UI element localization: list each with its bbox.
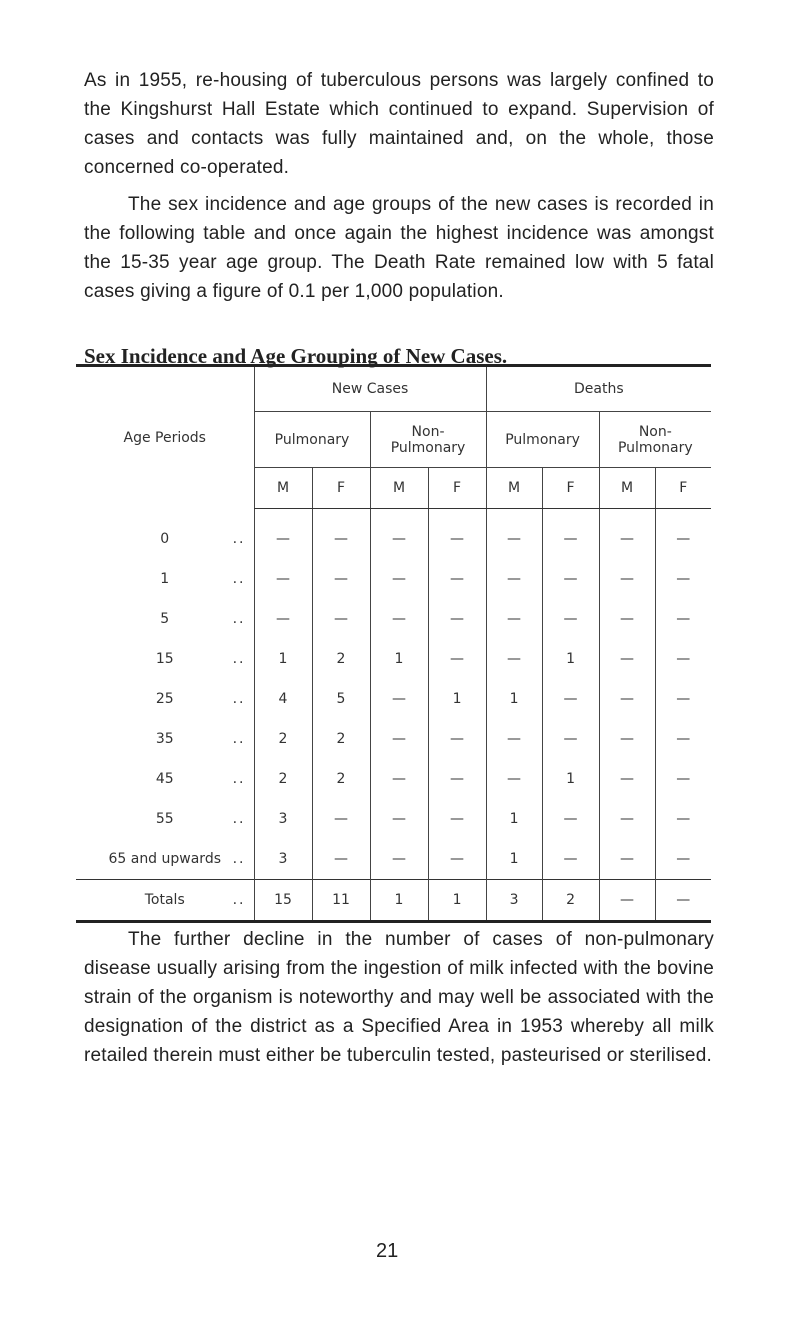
leader-dots: .. bbox=[232, 771, 246, 787]
age-period-cell bbox=[76, 509, 254, 560]
table-row bbox=[76, 719, 711, 759]
age-period-label: Totals bbox=[144, 892, 185, 908]
header-age-periods: Age Periods bbox=[76, 366, 254, 509]
count-cell: — bbox=[542, 559, 599, 599]
count-cell: — bbox=[486, 599, 542, 639]
count-cell: — bbox=[599, 509, 655, 560]
paragraph-decline: The further decline in the number of cases of non-pulmonary disease usually arising from the ingestion of milk infected with the bovine strain of the organism is noteworthy and may well be associated with the designation of the district as a Specified Area in 1953 whereby all milk retailed therein must either be tuberculin tested, pasteurised or sterilised. bbox=[84, 929, 714, 1066]
count-cell: 3 bbox=[254, 799, 312, 839]
count-cell: — bbox=[370, 719, 428, 759]
count-cell: — bbox=[599, 559, 655, 599]
count-cell: — bbox=[599, 679, 655, 719]
leader-dots: .. bbox=[232, 811, 246, 827]
count-cell: — bbox=[599, 799, 655, 839]
count-cell: 1 bbox=[428, 679, 486, 719]
age-period-cell bbox=[76, 639, 254, 679]
age-period-label: 55 bbox=[155, 811, 174, 827]
age-period-label: 1 bbox=[160, 571, 170, 587]
count-cell: 1 bbox=[428, 880, 486, 922]
count-cell: — bbox=[599, 639, 655, 679]
count-cell: — bbox=[312, 509, 370, 560]
count-cell: — bbox=[370, 679, 428, 719]
age-period-label: 35 bbox=[155, 731, 174, 747]
count-cell: — bbox=[428, 759, 486, 799]
age-period-cell bbox=[76, 719, 254, 759]
count-cell: — bbox=[312, 559, 370, 599]
age-period-cell bbox=[76, 799, 254, 839]
count-cell: 1 bbox=[486, 679, 542, 719]
header-new-pulmonary: Pulmonary bbox=[254, 412, 370, 468]
count-cell: — bbox=[428, 559, 486, 599]
age-period-label: 25 bbox=[155, 691, 174, 707]
count-cell: — bbox=[542, 799, 599, 839]
count-cell: — bbox=[428, 719, 486, 759]
header-f: F bbox=[312, 468, 370, 509]
age-period-label: 45 bbox=[155, 771, 174, 787]
leader-dots: .. bbox=[232, 691, 246, 707]
table-row bbox=[76, 509, 711, 560]
header-deaths: Deaths bbox=[486, 366, 711, 412]
count-cell: — bbox=[655, 880, 711, 922]
count-cell: — bbox=[486, 759, 542, 799]
count-cell: — bbox=[655, 559, 711, 599]
count-cell: — bbox=[428, 509, 486, 560]
count-cell: — bbox=[486, 719, 542, 759]
count-cell: 1 bbox=[370, 639, 428, 679]
count-cell: 2 bbox=[254, 759, 312, 799]
count-cell: — bbox=[599, 839, 655, 880]
count-cell: 3 bbox=[486, 880, 542, 922]
age-period-label: 15 bbox=[155, 651, 174, 667]
count-cell: — bbox=[254, 599, 312, 639]
leader-dots: .. bbox=[232, 731, 246, 747]
count-cell: — bbox=[655, 799, 711, 839]
table-row bbox=[76, 799, 711, 839]
count-cell: — bbox=[370, 559, 428, 599]
count-cell: 2 bbox=[312, 719, 370, 759]
count-cell: — bbox=[655, 759, 711, 799]
count-cell: — bbox=[312, 839, 370, 880]
count-cell: — bbox=[370, 799, 428, 839]
count-cell: — bbox=[370, 599, 428, 639]
age-period-label: 0 bbox=[160, 530, 170, 547]
count-cell: 1 bbox=[370, 880, 428, 922]
count-cell: — bbox=[599, 880, 655, 922]
age-period-cell bbox=[76, 880, 254, 922]
header-deaths-pulmonary: Pulmonary bbox=[486, 412, 599, 468]
header-f: F bbox=[542, 468, 599, 509]
header-m: M bbox=[599, 468, 655, 509]
table-row bbox=[76, 639, 711, 679]
age-period-label: 65 and upwards bbox=[108, 851, 222, 867]
count-cell: — bbox=[486, 559, 542, 599]
header-m: M bbox=[370, 468, 428, 509]
count-cell: — bbox=[542, 719, 599, 759]
count-cell: 1 bbox=[486, 799, 542, 839]
age-period-cell bbox=[76, 599, 254, 639]
age-period-cell bbox=[76, 839, 254, 880]
leader-dots: .. bbox=[232, 651, 246, 667]
count-cell: — bbox=[542, 509, 599, 560]
cases-table bbox=[76, 364, 711, 923]
leader-dots: .. bbox=[232, 530, 246, 547]
count-cell: 1 bbox=[254, 639, 312, 679]
count-cell: 5 bbox=[312, 679, 370, 719]
table-row bbox=[76, 759, 711, 799]
count-cell: 2 bbox=[542, 880, 599, 922]
count-cell: — bbox=[655, 599, 711, 639]
count-cell: 1 bbox=[542, 639, 599, 679]
count-cell: — bbox=[655, 639, 711, 679]
count-cell: 2 bbox=[254, 719, 312, 759]
table-body bbox=[76, 509, 711, 922]
count-cell: — bbox=[428, 799, 486, 839]
table-row bbox=[76, 599, 711, 639]
count-cell: — bbox=[428, 639, 486, 679]
leader-dots: .. bbox=[232, 611, 246, 627]
table-row bbox=[76, 559, 711, 599]
count-cell: — bbox=[599, 759, 655, 799]
count-cell: — bbox=[428, 839, 486, 880]
age-period-cell bbox=[76, 679, 254, 719]
age-period-cell bbox=[76, 759, 254, 799]
count-cell: — bbox=[655, 719, 711, 759]
header-new-cases: New Cases bbox=[254, 366, 486, 412]
count-cell: 1 bbox=[486, 839, 542, 880]
paragraph-sex-incidence: The sex incidence and age groups of the new cases is recorded in the following table and once again the highest incidence was amongst the 15-35 year age group. The Death Rate remained low with 5 fatal cases giving a figure of 0.1 per 1,000 population. bbox=[84, 194, 714, 302]
count-cell: — bbox=[542, 679, 599, 719]
count-cell: — bbox=[428, 599, 486, 639]
page-number: 21 bbox=[376, 1240, 399, 1262]
count-cell: — bbox=[370, 839, 428, 880]
age-period-label: 5 bbox=[160, 611, 170, 627]
count-cell: — bbox=[486, 509, 542, 560]
table-row bbox=[76, 839, 711, 880]
leader-dots: .. bbox=[232, 571, 246, 587]
count-cell: — bbox=[655, 509, 711, 560]
count-cell: — bbox=[312, 799, 370, 839]
count-cell: — bbox=[599, 719, 655, 759]
count-cell: — bbox=[599, 599, 655, 639]
header-f: F bbox=[428, 468, 486, 509]
count-cell: — bbox=[486, 639, 542, 679]
header-new-non-pulmonary: Non- Pulmonary bbox=[370, 412, 486, 468]
header-m: M bbox=[486, 468, 542, 509]
count-cell: — bbox=[370, 759, 428, 799]
header-deaths-non-pulmonary: Non- Pulmonary bbox=[599, 412, 711, 468]
count-cell: 15 bbox=[254, 880, 312, 922]
count-cell: — bbox=[655, 679, 711, 719]
count-cell: 4 bbox=[254, 679, 312, 719]
count-cell: 1 bbox=[542, 759, 599, 799]
count-cell: — bbox=[370, 509, 428, 560]
count-cell: 2 bbox=[312, 759, 370, 799]
header-m: M bbox=[254, 468, 312, 509]
count-cell: — bbox=[542, 839, 599, 880]
count-cell: 3 bbox=[254, 839, 312, 880]
leader-dots: .. bbox=[232, 892, 246, 908]
table-row bbox=[76, 679, 711, 719]
paragraph-rehousing: As in 1955, re-housing of tuberculous persons was largely confined to the Kingshurst Hall Estate which continued to expand. Supervision of cases and contacts was fully maintained and, on the whole, those concerned co-operated. bbox=[84, 70, 714, 178]
count-cell: 2 bbox=[312, 639, 370, 679]
count-cell: 11 bbox=[312, 880, 370, 922]
count-cell: — bbox=[254, 559, 312, 599]
age-period-cell bbox=[76, 559, 254, 599]
count-cell: — bbox=[254, 509, 312, 560]
totals-row bbox=[76, 880, 711, 922]
count-cell: — bbox=[542, 599, 599, 639]
table-title: Sex Incidence and Age Grouping of New Cases. bbox=[84, 344, 508, 368]
leader-dots: .. bbox=[232, 851, 246, 867]
header-f: F bbox=[655, 468, 711, 509]
count-cell: — bbox=[655, 839, 711, 880]
count-cell: — bbox=[312, 599, 370, 639]
